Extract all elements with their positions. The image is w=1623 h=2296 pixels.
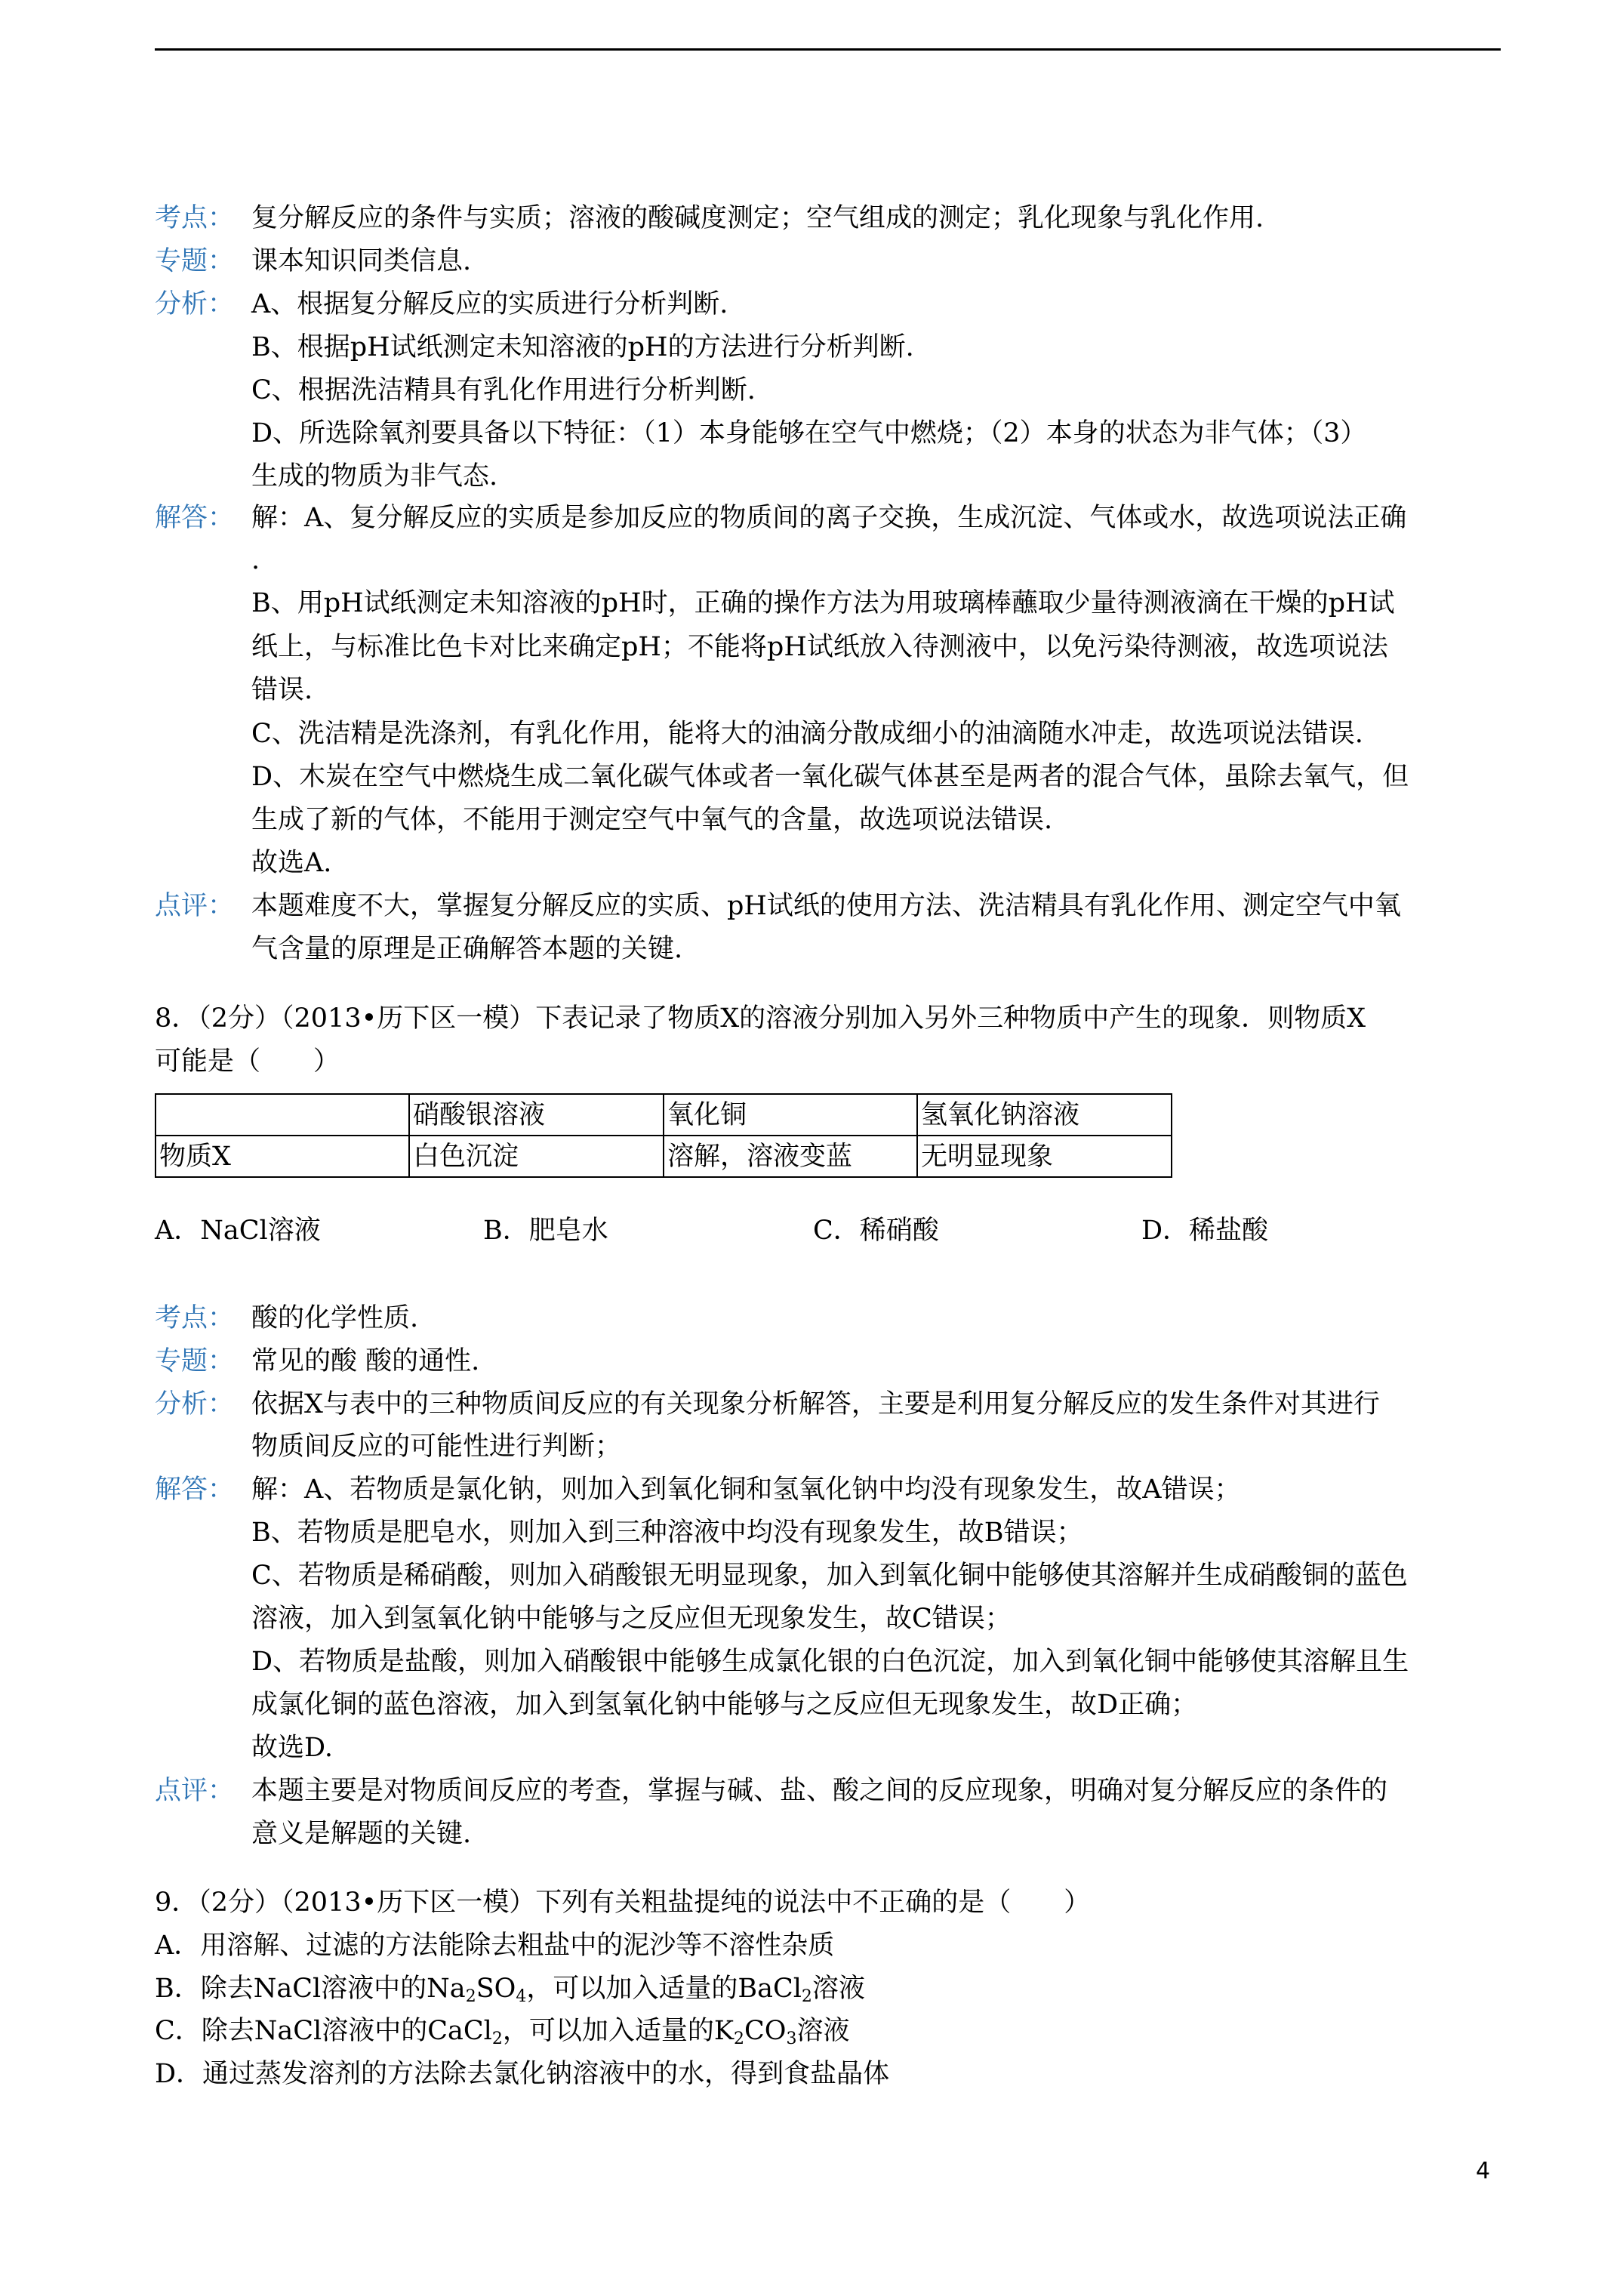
label-jieda: 解答：: [155, 503, 235, 533]
zhuanti-text: 常见的酸 酸的通性.: [251, 1346, 480, 1376]
dianping-line: 意义是解题的关键.: [251, 1819, 472, 1849]
subscript: 2: [734, 2029, 745, 2048]
q9-option-c-text: C．除去NaCl溶液中的CaCl: [155, 2016, 492, 2046]
header-rule: [155, 48, 1501, 51]
fenxi-line: D、所选除氧剂要具备以下特征：（1）本身能够在空气中燃烧；（2）本身的状态为非气体；（3）: [251, 418, 1367, 448]
table-cell: 硝酸银溶液: [409, 1094, 664, 1136]
q9-option-c-text: CO: [744, 2016, 787, 2046]
q9-option-b-text: 溶液: [812, 1974, 865, 2004]
dianping-line: 气含量的原理是正确解答本题的关键.: [251, 934, 683, 964]
q9-option-a: A．用溶解、过滤的方法能除去粗盐中的泥沙等不溶性杂质: [155, 1931, 835, 1961]
option-d: D．稀盐酸: [1141, 1216, 1269, 1246]
q9-option-b-text: SO: [476, 1974, 516, 2004]
fenxi-line: 依据X与表中的三种物质间反应的有关现象分析解答，主要是利用复分解反应的发生条件对其进行: [251, 1389, 1380, 1419]
label-kaodian: 考点：: [155, 1303, 235, 1333]
question-8-stem: 可能是（ ）: [155, 1046, 340, 1077]
kaodian-text: 酸的化学性质.: [251, 1303, 419, 1333]
q9-option-b-text: B．除去NaCl溶液中的Na: [155, 1974, 466, 2004]
table-cell: 氢氧化钠溶液: [917, 1094, 1172, 1136]
label-zhuanti: 专题：: [155, 246, 235, 276]
q9-option-c: [155, 2014, 850, 2048]
table-cell: 物质X: [156, 1136, 409, 1177]
dianping-line: 本题难度不大，掌握复分解反应的实质、pH试纸的使用方法、洗洁精具有乳化作用、测定空气中氧: [251, 891, 1401, 921]
jieda-line: 解：A、复分解反应的实质是参加反应的物质间的离子交换，生成沉淀、气体或水，故选项说法正确: [251, 503, 1407, 533]
option-a: A．NaCl溶液: [155, 1216, 321, 1246]
fenxi-line: C、根据洗洁精具有乳化作用进行分析判断.: [251, 375, 756, 405]
subscript: 2: [465, 1987, 476, 2006]
label-dianping: 点评：: [155, 891, 235, 921]
question-8-stem: 8．（2分）（2013•历下区一模）下表记录了物质X的溶液分别加入另外三种物质中产生的现象．则物质X: [155, 1003, 1366, 1034]
zhuanti-text: 课本知识同类信息.: [251, 246, 472, 276]
label-jieda: 解答：: [155, 1475, 235, 1505]
observation-table: [155, 1093, 1172, 1178]
option-b: B．肥皂水: [483, 1216, 608, 1246]
table-cell: 溶解，溶液变蓝: [664, 1136, 917, 1177]
label-fenxi: 分析：: [155, 1389, 235, 1419]
q9-option-b: [155, 1972, 865, 2005]
table-cell: 白色沉淀: [409, 1136, 664, 1177]
jieda-line: B、用pH试纸测定未知溶液的pH时，正确的操作方法为用玻璃棒蘸取少量待测液滴在干燥的pH试: [251, 588, 1395, 618]
jieda-line: 生成了新的气体，不能用于测定空气中氧气的含量，故选项说法错误.: [251, 805, 1053, 835]
table-cell: 氧化铜: [664, 1094, 917, 1136]
jieda-line: B、若物质是肥皂水，则加入到三种溶液中均没有现象发生，故B错误；: [251, 1518, 1083, 1548]
fenxi-line: 物质间反应的可能性进行判断；: [251, 1432, 622, 1462]
jieda-line: 纸上，与标准比色卡对比来确定pH；不能将pH试纸放入待测液中，以免污染待测液，故选项说法: [251, 632, 1388, 662]
subscript: 2: [491, 2029, 503, 2048]
kaodian-text: 复分解反应的条件与实质；溶液的酸碱度测定；空气组成的测定；乳化现象与乳化作用.: [251, 203, 1264, 233]
page-number: 4: [1476, 2158, 1491, 2184]
fenxi-line: A、根据复分解反应的实质进行分析判断.: [251, 289, 728, 319]
q9-option-c-text: ，可以加入适量的K: [502, 2016, 735, 2046]
label-kaodian: 考点：: [155, 203, 235, 233]
jieda-line: 成氯化铜的蓝色溶液，加入到氢氧化钠中能够与之反应但无现象发生，故D正确；: [251, 1690, 1198, 1720]
label-fenxi: 分析：: [155, 289, 235, 319]
table-cell: 无明显现象: [917, 1136, 1172, 1177]
fenxi-line: 生成的物质为非气态.: [251, 461, 498, 492]
dianping-line: 本题主要是对物质间反应的考查，掌握与碱、盐、酸之间的反应现象，明确对复分解反应的条件的: [251, 1776, 1388, 1806]
jieda-line: D、若物质是盐酸，则加入硝酸银中能够生成氯化银的白色沉淀，加入到氧化铜中能够使其溶解且生: [251, 1647, 1409, 1677]
jieda-line: 错误.: [251, 675, 313, 705]
jieda-line: C、若物质是稀硝酸，则加入硝酸银无明显现象，加入到氧化铜中能够使其溶解并生成硝酸铜的蓝色: [251, 1561, 1408, 1591]
jieda-line: 解：A、若物质是氯化钠，则加入到氧化铜和氢氧化钠中均没有现象发生，故A错误；: [251, 1475, 1241, 1505]
jieda-line: C、洗洁精是洗涤剂，有乳化作用，能将大的油滴分散成细小的油滴随水冲走，故选项说法错误.: [251, 719, 1363, 749]
subscript: 3: [786, 2029, 797, 2048]
jieda-line: .: [251, 545, 260, 575]
jieda-line: 故选D.: [251, 1733, 333, 1763]
label-dianping: 点评：: [155, 1776, 235, 1806]
q9-option-b-text: ，可以加入适量的BaCl: [526, 1974, 802, 2004]
jieda-line: 溶液，加入到氢氧化钠中能够与之反应但无现象发生，故C错误；: [251, 1604, 1012, 1634]
subscript: 4: [516, 1987, 527, 2006]
question-9-stem: 9．（2分）（2013•历下区一模）下列有关粗盐提纯的说法中不正确的是（ ）: [155, 1888, 1091, 1918]
table-row: [156, 1136, 1172, 1177]
q9-option-d: D．通过蒸发溶剂的方法除去氯化钠溶液中的水，得到食盐晶体: [155, 2059, 890, 2089]
fenxi-line: B、根据pH试纸测定未知溶液的pH的方法进行分析判断.: [251, 332, 914, 362]
table-cell: [156, 1094, 409, 1136]
subscript: 2: [801, 1987, 812, 2006]
jieda-line: 故选A.: [251, 848, 332, 878]
jieda-line: D、木炭在空气中燃烧生成二氧化碳气体或者一氧化碳气体甚至是两者的混合气体，虽除去氧气，但: [251, 762, 1409, 792]
option-c: C．稀硝酸: [813, 1216, 939, 1246]
q9-option-c-text: 溶液: [796, 2016, 850, 2046]
table-header-row: [156, 1094, 1172, 1136]
label-zhuanti: 专题：: [155, 1346, 235, 1376]
